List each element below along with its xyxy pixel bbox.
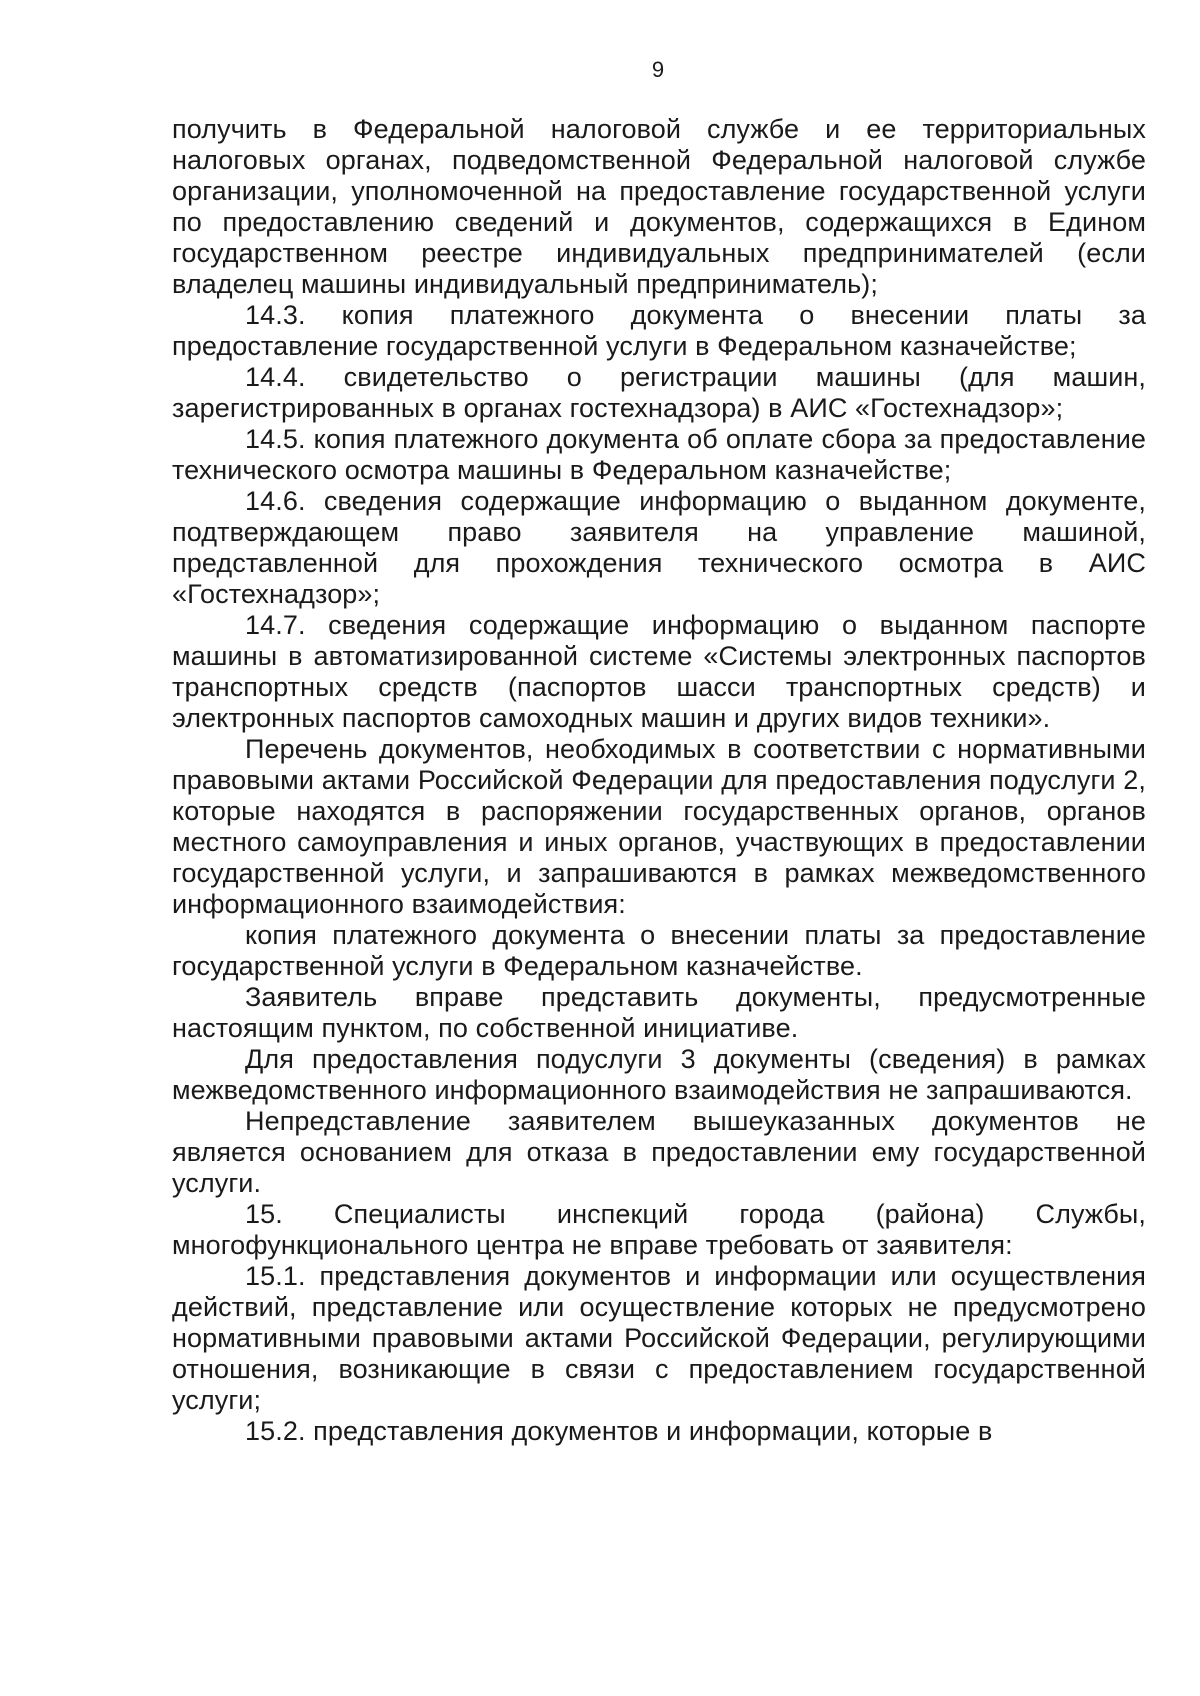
paragraph-item-14-7: 14.7. сведения содержащие информацию о выданном паспорте машины в автоматизированной системе «Системы электронных паспортов транспортных средств (паспортов шасси транспортных средств) и электронных паспортов самоходных машин и других видов техники». (172, 610, 1146, 733)
paragraph-payment-copy: копия платежного документа о внесении платы за предоставление государственной услуги в Федеральном казначействе. (172, 920, 1146, 981)
document-body (172, 114, 1146, 1447)
paragraph-applicant-right: Заявитель вправе представить документы, предусмотренные настоящим пунктом, по собственной инициативе. (172, 982, 1146, 1043)
paragraph-item-15-1: 15.1. представления документов и информации или осуществления действий, представление или осуществление которых не предусмотрено нормативными правовыми актами Российской Федерации, регулирующими отношения, возникающие в связи с предоставлением государственной услуги; (172, 1261, 1146, 1415)
page-number: 9 (651, 57, 665, 82)
paragraph-item-14-6: 14.6. сведения содержащие информацию о выданном документе, подтверждающем право заявителя на управление машиной, представленной для прохождения технического осмотра в АИС «Гостехнадзор»; (172, 486, 1146, 609)
paragraph-non-submission: Непредставление заявителем вышеуказанных документов не является основанием для отказа в предоставлении ему государственной услуги. (172, 1106, 1146, 1198)
paragraph-item-14-3: 14.3. копия платежного документа о внесении платы за предоставление государственной услуги в Федеральном казначействе; (172, 300, 1146, 361)
paragraph-item-14-4: 14.4. свидетельство о регистрации машины (для машин, зарегистрированных в органах гостехнадзора) в АИС «Гостехнадзор»; (172, 362, 1146, 423)
paragraph-document-list: Перечень документов, необходимых в соответствии с нормативными правовыми актами Российской Федерации для предоставления подуслуги 2, которые находятся в распоряжении государственных органов, органов местного самоуправления и иных органов, участвующих в предоставлении государственной услуги, и запрашиваются в рамках межведомственного информационного взаимодействия: (172, 734, 1146, 919)
paragraph-item-15-2: 15.2. представления документов и информации, которые в (245, 1416, 993, 1446)
paragraph-continuation: получить в Федеральной налоговой службе и ее территориальных налоговых органах, подведомственной Федеральной налоговой службе организации, уполномоченной на предоставление государственной услуги по предоставлению сведений и документов, содержащихся в Едином государственном реестре индивидуальных предпринимателей (если владелец машины индивидуальный предприниматель); (172, 114, 1146, 299)
paragraph-item-14-5: 14.5. копия платежного документа об оплате сбора за предоставление технического осмотра машины в Федеральном казначействе; (172, 424, 1146, 485)
paragraph-subservice-3: Для предоставления подуслуги 3 документы (сведения) в рамках межведомственного информационного взаимодействия не запрашиваются. (172, 1044, 1146, 1105)
paragraph-item-15: 15. Специалисты инспекций города (района) Службы, многофункционального центра не вправе требовать от заявителя: (172, 1199, 1146, 1260)
